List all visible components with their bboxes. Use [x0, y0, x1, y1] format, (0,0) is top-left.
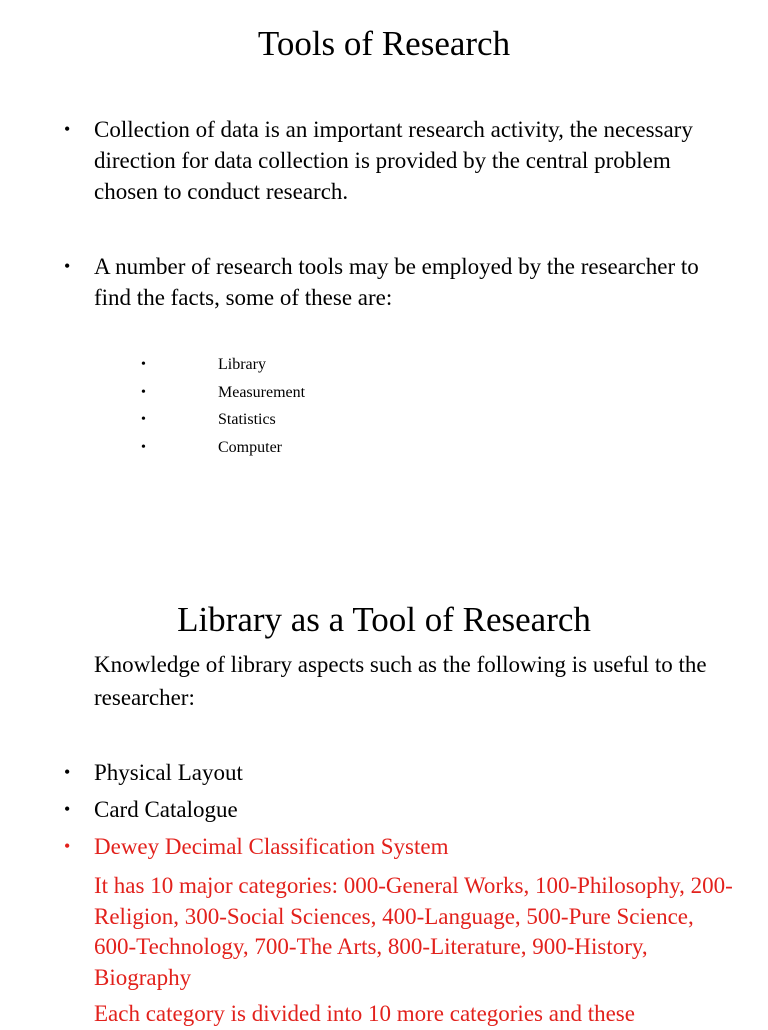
library-bullet-list — [64, 754, 734, 1030]
slide-library-as-tool — [0, 560, 768, 1024]
bullet-icon: • — [141, 384, 146, 400]
bullet-text: Dewey Decimal Classification System — [94, 834, 449, 859]
sub-bullet-text: Measurement — [218, 383, 306, 401]
bullet-icon: • — [141, 439, 146, 455]
tools-sub-list — [141, 351, 441, 461]
bullet-text: Card Catalogue — [94, 797, 238, 822]
bullet-icon: • — [64, 836, 71, 856]
list-item — [141, 406, 441, 434]
dewey-description: It has 10 major categories: 000-General Works, 100-Philosophy, 200-Religion, 300-Social Sciences, 400-Language, 500-Pure Science, 600-Technology, 700-The Arts, 800-Literature, 900-History, Biography — [94, 873, 733, 990]
list-item — [64, 251, 714, 313]
bullet-icon: • — [141, 357, 146, 372]
list-item — [64, 791, 734, 828]
sub-bullet-text: Computer — [218, 438, 282, 456]
list-item-dewey — [64, 828, 734, 1030]
intro-text: Knowledge of library aspects such as the following is useful to the researcher: — [94, 652, 707, 710]
sub-bullet-text: Library — [218, 356, 266, 373]
bullet-icon: • — [64, 256, 71, 276]
bullet-text: A number of research tools may be employed by the researcher to find the facts, some of these are: — [94, 254, 699, 310]
slide-title: Library as a Tool of Research — [177, 600, 591, 639]
list-item — [141, 379, 441, 407]
list-item — [64, 114, 714, 207]
bullet-text: Collection of data is an important research activity, the necessary direction for data collection is provided by the central problem chosen to conduct research. — [94, 117, 693, 204]
bullet-icon: • — [141, 412, 146, 427]
dewey-description-continued: Each category is divided into 10 more categories and these — [94, 1001, 635, 1026]
bullet-icon: • — [64, 762, 71, 782]
slide-title: Tools of Research — [257, 24, 511, 63]
bullet-text: Physical Layout — [94, 760, 243, 785]
bullet-icon: • — [64, 119, 71, 139]
bullet-icon: • — [64, 799, 71, 819]
main-bullet-list — [64, 114, 714, 313]
sub-bullet-text: Statistics — [218, 411, 276, 428]
list-item — [141, 351, 441, 379]
list-item — [64, 754, 734, 791]
list-item — [141, 434, 441, 462]
